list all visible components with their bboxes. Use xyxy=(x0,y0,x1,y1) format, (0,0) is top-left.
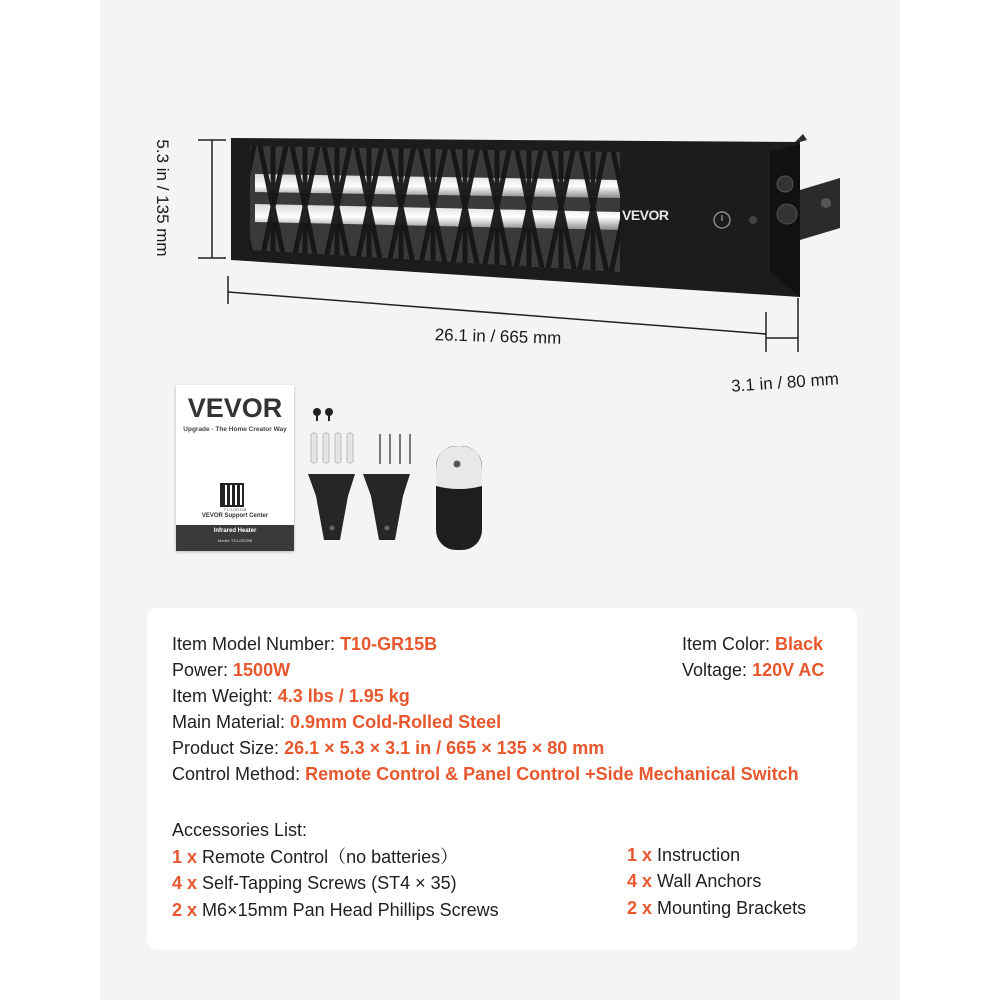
accessory-qty: 4 x xyxy=(627,871,653,891)
spec-voltage-label: Voltage: xyxy=(682,660,753,680)
spec-color xyxy=(682,633,823,655)
spec-material xyxy=(172,711,501,733)
accessory-name: Wall Anchors xyxy=(657,871,762,891)
spec-power xyxy=(172,659,290,681)
manual-product-name: Infrared Heater xyxy=(213,528,257,534)
spec-control xyxy=(172,763,799,785)
accessory-name: M6×15mm Pan Head Phillips Screws xyxy=(202,900,499,920)
accessory-item xyxy=(627,897,806,919)
accessory-item xyxy=(172,846,458,868)
accessories-illustration xyxy=(300,400,510,560)
spec-size-label: Product Size: xyxy=(172,738,285,758)
remote-control-icon xyxy=(436,446,482,550)
instruction-manual xyxy=(176,385,294,551)
dimension-width-label: 26.1 in / 665 mm xyxy=(434,325,562,348)
spec-power-label: Power: xyxy=(172,660,234,680)
manual-tagline: Upgrade · The Home Creator Way xyxy=(183,426,287,433)
spec-model xyxy=(172,633,437,655)
spec-control-label: Control Method: xyxy=(172,764,306,784)
accessory-item xyxy=(172,872,457,894)
spec-size xyxy=(172,737,604,759)
accessory-qty: 1 x xyxy=(627,845,653,865)
spec-model-value: T10-GR15B xyxy=(340,634,438,654)
qr-code-icon xyxy=(222,485,242,505)
manual-footer-band xyxy=(176,525,294,551)
accessory-item xyxy=(627,844,740,866)
wall-anchors-icon xyxy=(311,433,353,463)
accessory-name: Remote Control（no batteries） xyxy=(202,847,459,867)
accessory-item xyxy=(627,870,761,892)
heater-brand-logo: VEVOR xyxy=(622,207,669,223)
spec-weight xyxy=(172,685,410,707)
mounting-brackets-icon xyxy=(308,474,410,540)
dimension-height-label: 5.3 in / 135 mm xyxy=(153,139,172,257)
spec-card xyxy=(147,608,857,950)
pan-head-screws-icon xyxy=(313,408,333,421)
manual-model: Model: T10-GR15B xyxy=(217,538,253,543)
spec-voltage xyxy=(682,659,824,681)
manual-support: VEVOR Support Center xyxy=(201,513,269,519)
spec-control-value: Remote Control & Panel Control +Side Mechanical Switch xyxy=(305,764,799,784)
accessories-title: Accessories List: xyxy=(172,820,308,840)
dimension-depth-label: 3.1 in / 80 mm xyxy=(730,369,840,396)
spec-model-label: Item Model Number: xyxy=(172,634,341,654)
accessory-qty: 4 x xyxy=(172,873,198,893)
spec-size-value: 26.1 × 5.3 × 3.1 in / 665 × 135 × 80 mm xyxy=(284,738,605,758)
spec-material-label: Main Material: xyxy=(172,712,291,732)
manual-logo: VEVOR xyxy=(187,393,283,423)
accessory-qty: 2 x xyxy=(627,898,653,918)
spec-weight-label: Item Weight: xyxy=(172,686,278,706)
accessory-item xyxy=(172,899,499,921)
accessory-name: Mounting Brackets xyxy=(657,898,807,918)
spec-color-value: Black xyxy=(775,634,824,654)
spec-color-label: Item Color: xyxy=(682,634,776,654)
accessory-name: Instruction xyxy=(657,845,741,865)
spec-weight-value: 4.3 lbs / 1.95 kg xyxy=(277,686,410,706)
self-tapping-screws-icon xyxy=(380,434,410,464)
accessory-name: Self-Tapping Screws (ST4 × 35) xyxy=(202,873,457,893)
accessory-qty: 1 x xyxy=(172,847,198,867)
manual-qr-caption: TT-0-GR15B xyxy=(223,507,247,512)
spec-power-value: 1500W xyxy=(233,660,291,680)
spec-material-value: 0.9mm Cold-Rolled Steel xyxy=(290,712,502,732)
accessory-qty: 2 x xyxy=(172,900,198,920)
spec-voltage-value: 120V AC xyxy=(752,660,825,680)
heater-illustration xyxy=(225,132,855,302)
